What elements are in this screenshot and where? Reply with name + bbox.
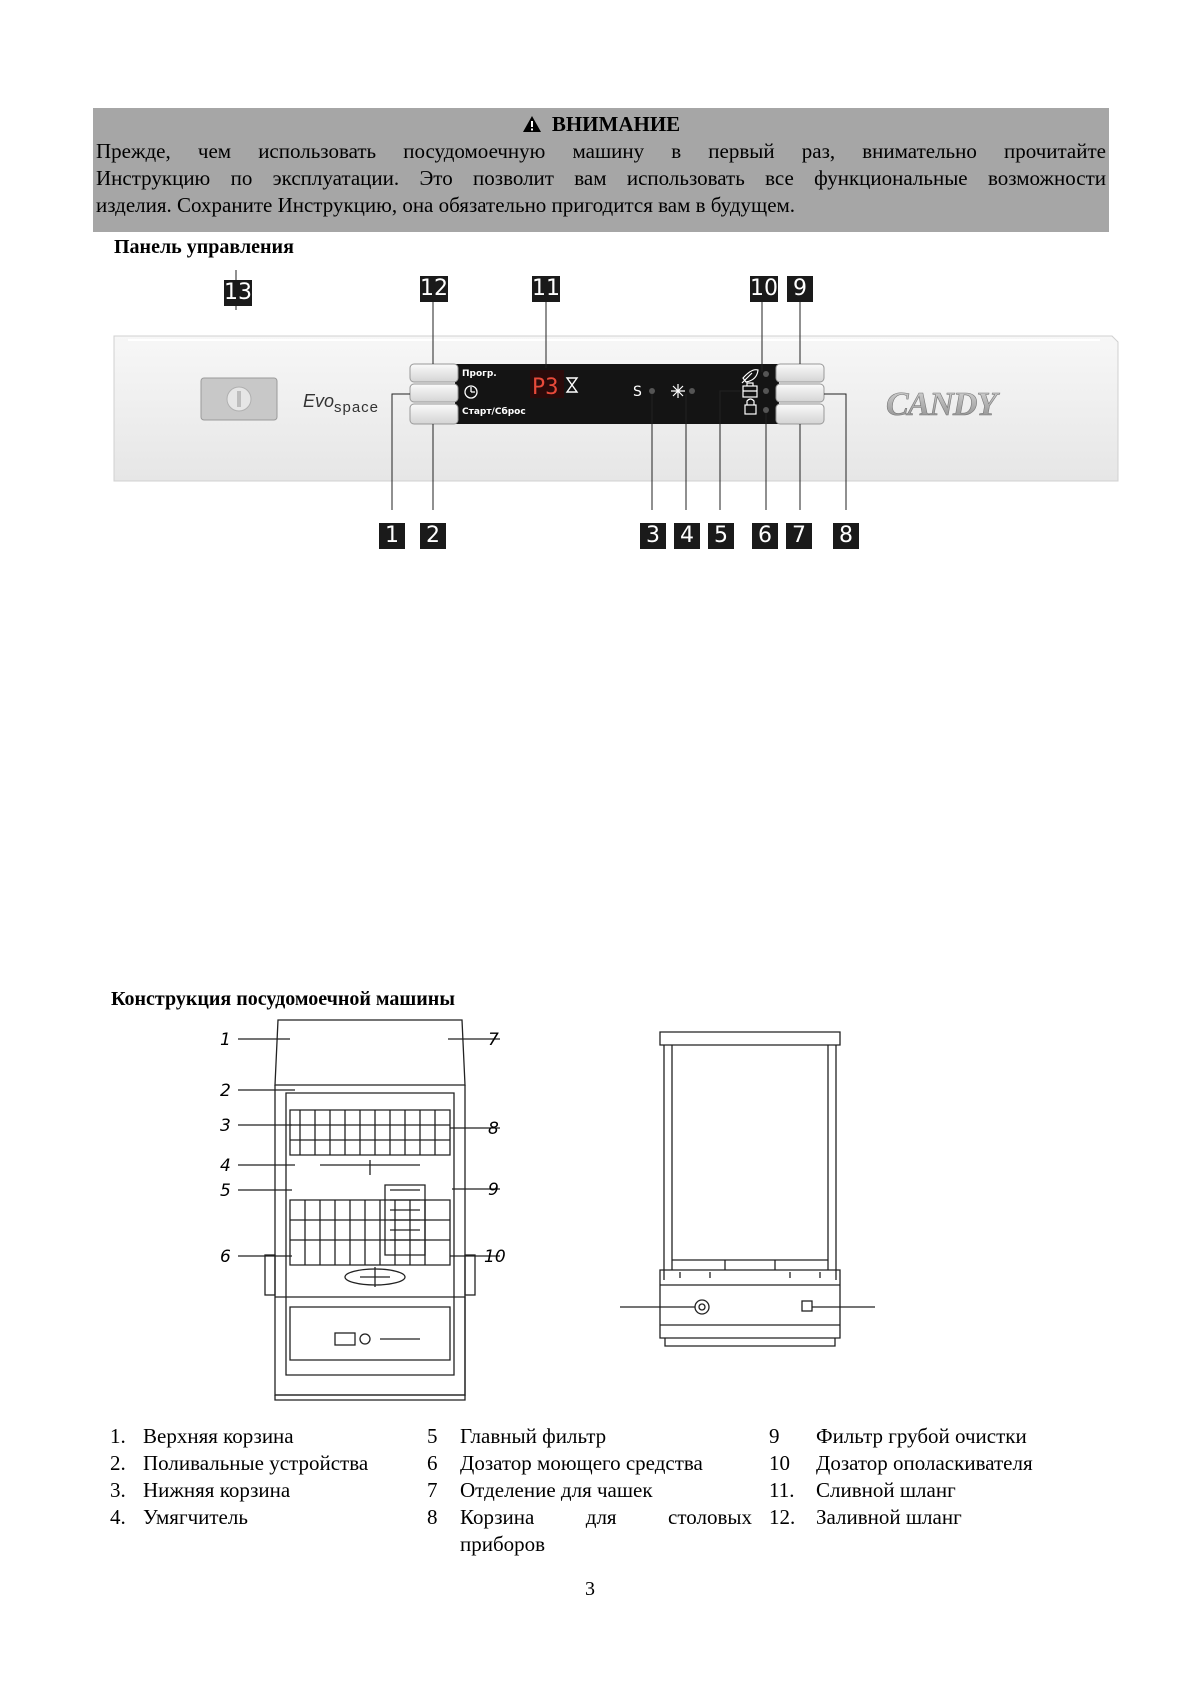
button-start[interactable]: [410, 404, 458, 424]
legend-item: 10 Дозатор ополаскивателя: [769, 1451, 1033, 1475]
button-9[interactable]: [776, 364, 824, 382]
legend-item: 1. Верхняя корзина: [110, 1424, 294, 1448]
callout-7: 7: [786, 523, 812, 549]
series-logo-space: space: [334, 399, 380, 416]
series-logo-evo: Evo: [303, 391, 335, 411]
legend-item: 9 Фильтр грубой очистки: [769, 1424, 1027, 1448]
warning-line-3: изделия. Сохраните Инструкцию, она обязательно пригодится вам в будущем.: [96, 193, 796, 217]
legend-column-2: [427, 1423, 752, 1558]
button-12[interactable]: [410, 364, 458, 382]
legend-item: 11. Сливной шланг: [769, 1478, 956, 1502]
start-label: Старт/Сброс: [462, 407, 526, 417]
warning-title: [93, 112, 1109, 139]
callout-1: 1: [379, 523, 405, 549]
front-view-diagram: [220, 1015, 520, 1405]
warning-title-text: ВНИМАНИЕ: [551, 112, 681, 136]
diagram-label-10: 10: [484, 1247, 506, 1267]
legend-item: 7 Отделение для чашек: [427, 1478, 653, 1502]
callout-2: 2: [420, 523, 446, 549]
diagram-label-4: 4: [220, 1156, 231, 1176]
legend-item: 12. Заливной шланг: [769, 1505, 962, 1529]
legend-item: 3. Нижняя корзина: [110, 1478, 291, 1502]
legend-item: 8 Корзина для столовых: [427, 1505, 752, 1529]
button-prog[interactable]: [410, 384, 458, 402]
back-view-diagram: [620, 1020, 880, 1365]
salt-icon: S: [633, 384, 642, 400]
callout-12: 12: [420, 276, 448, 301]
construction-heading: Конструкция посудомоечной машины: [111, 988, 455, 1010]
callout-10: 10: [750, 276, 778, 301]
diagram-label-2: 2: [220, 1081, 231, 1101]
warning-line-2: Инструкцию по эксплуатации. Это позволит вам использовать все функциональные возможности: [96, 166, 1106, 190]
legend-item: 6 Дозатор моющего средства: [427, 1451, 703, 1475]
diagram-label-1: 1: [220, 1030, 231, 1050]
callout-11: 11: [532, 276, 560, 301]
diagram-label-7: 7: [488, 1030, 499, 1050]
legend-column-3: [769, 1423, 1109, 1531]
button-7[interactable]: [776, 384, 824, 402]
warning-triangle-icon: [522, 114, 542, 139]
diagram-label-6: 6: [220, 1247, 231, 1267]
legend-item: 5 Главный фильтр: [427, 1424, 607, 1448]
control-panel-heading: Панель управления: [114, 236, 294, 258]
callout-13: 13: [224, 280, 252, 305]
candy-logo: CANDY: [886, 386, 997, 423]
control-panel-figure: [0, 270, 1190, 560]
diagram-label-5: 5: [220, 1181, 231, 1201]
callout-4: 4: [674, 523, 700, 549]
legend-item: 4. Умягчитель: [110, 1505, 248, 1529]
button-8[interactable]: [776, 404, 824, 424]
callout-8: 8: [833, 523, 859, 549]
legend-item: 2. Поливальные устройства: [110, 1451, 369, 1475]
warning-line-1: Прежде, чем использовать посудомоечную машину в первый раз, внимательно прочитайте: [96, 139, 1106, 163]
legend-column-1: [110, 1423, 410, 1531]
diagram-label-9: 9: [488, 1180, 499, 1200]
diagram-label-3: 3: [220, 1116, 231, 1136]
prog-label: Прогр.: [462, 369, 497, 379]
diagram-label-8: 8: [488, 1119, 499, 1139]
callout-5: 5: [708, 523, 734, 549]
page-number: 3: [585, 1578, 595, 1600]
warning-box: [93, 108, 1109, 232]
callout-9: 9: [787, 276, 813, 302]
warning-text: [96, 138, 1106, 219]
legend-item: приборов: [460, 1532, 546, 1556]
callout-6: 6: [752, 523, 778, 549]
callout-3: 3: [640, 523, 666, 549]
display-value: P3: [532, 375, 559, 400]
rinse-aid-icon: [671, 384, 685, 398]
